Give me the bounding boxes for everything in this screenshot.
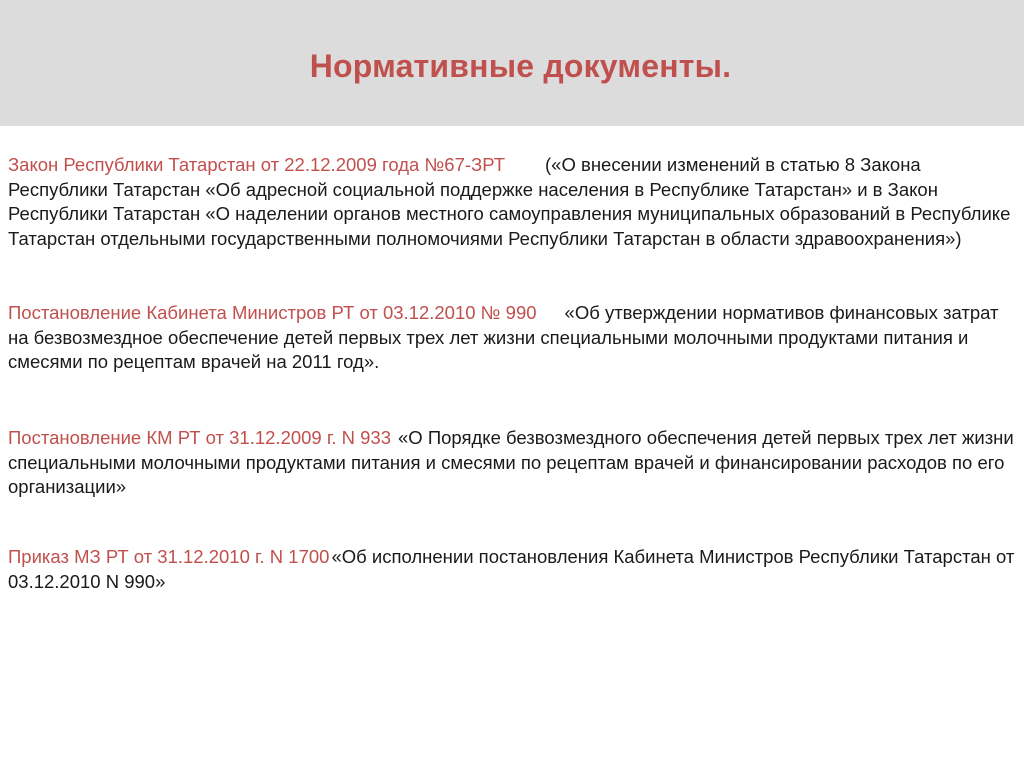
document-text bbox=[8, 426, 1016, 500]
document-description: «О Порядке безвозмездного обеспечения детей первых трех лет жизни специальными молочными продуктами питания и смесями по рецептам врачей и финансировании расходов по его организации» bbox=[8, 427, 1014, 497]
document-reference: Постановление КМ РТ от 31.12.2009 г. N 933 bbox=[8, 427, 391, 448]
document-item bbox=[8, 153, 1016, 301]
document-text bbox=[8, 301, 1016, 375]
document-item bbox=[8, 426, 1016, 545]
document-reference: Закон Республики Татарстан от 22.12.2009 года №67-ЗРТ bbox=[8, 154, 506, 175]
document-text bbox=[8, 545, 1016, 594]
document-item bbox=[8, 301, 1016, 426]
document-description: «Об исполнении постановления Кабинета Министров Республики Татарстан от 03.12.2010 N 990» bbox=[8, 546, 1015, 592]
title-band bbox=[0, 0, 1024, 126]
page-title: Нормативные документы. bbox=[309, 48, 732, 84]
document-description: («О внесении изменений в статью 8 Закона Республики Татарстан «Об адресной социальной поддержке населения в Республике Татарстан» и в Закон Республики Татарстан «О наделении органов местного самоуправления муниципальных образований в Республике Татарстан отдельными государственными полномочиями Республики Татарстан в области здравоохранения») bbox=[8, 154, 1011, 249]
document-reference: Приказ МЗ РТ от 31.12.2010 г. N 1700 bbox=[8, 546, 330, 567]
document-description: «Об утверждении нормативов финансовых затрат на безвозмездное обеспечение детей первых трех лет жизни специальными молочными продуктами питания и смесями по рецептам врачей на 2011 год». bbox=[8, 302, 999, 372]
document-text bbox=[8, 153, 1016, 251]
document-item bbox=[8, 545, 1016, 594]
documents-list bbox=[8, 153, 1016, 594]
document-reference: Постановление Кабинета Министров РТ от 03.12.2010 № 990 bbox=[8, 302, 537, 323]
